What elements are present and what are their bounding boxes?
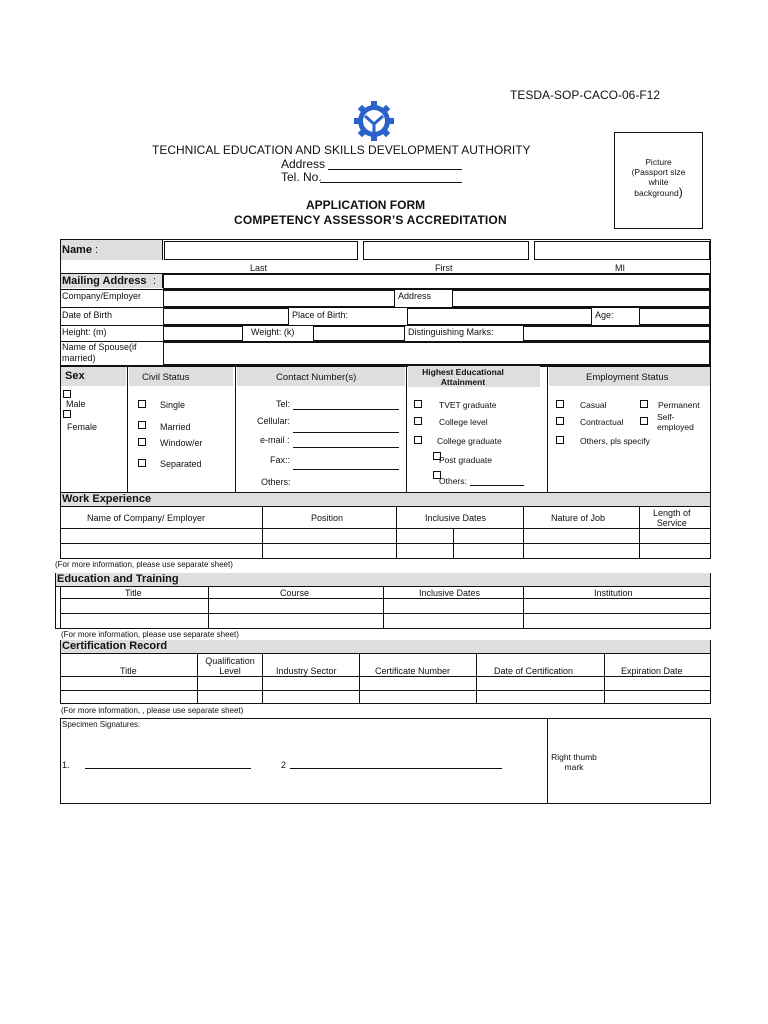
divider [60, 543, 711, 544]
divider [60, 528, 711, 529]
photo-box [614, 132, 703, 229]
work-col-length-2: Service [656, 518, 687, 528]
divider [523, 506, 524, 559]
male-label: Male [66, 399, 86, 409]
employment-header-cell [549, 367, 710, 386]
education-training-header [56, 573, 710, 587]
company-label: Company/Employer [62, 291, 142, 301]
age-field[interactable] [639, 308, 710, 325]
work-col-dates: Inclusive Dates [425, 513, 487, 523]
name-label-cell [61, 240, 163, 260]
tel-field[interactable] [293, 400, 399, 410]
employment-header: Employment Status [586, 372, 669, 383]
signature-2-line[interactable] [290, 758, 502, 769]
divider [604, 653, 605, 704]
female-checkbox[interactable] [63, 410, 71, 418]
mailing-colon: : [153, 275, 157, 287]
spouse-label-2: married) [62, 353, 96, 363]
divider [547, 718, 548, 804]
cert-col-expiration: Expiration Date [621, 666, 683, 676]
others-employment-label: Others, pls specify [580, 436, 650, 446]
divider [383, 586, 384, 629]
last-name-field[interactable] [164, 241, 358, 260]
photo-label-3: white [648, 177, 669, 187]
divider [235, 366, 236, 493]
married-checkbox[interactable] [138, 421, 146, 429]
mailing-label: Mailing Address [62, 275, 147, 287]
education-training-title: Education and Training [57, 573, 179, 585]
first-name-field[interactable] [363, 241, 529, 260]
name-label: Name [62, 244, 92, 256]
contractual-label: Contractual [580, 417, 624, 427]
divider [60, 613, 711, 614]
self-employed-label-2: employed [657, 422, 694, 432]
divider [197, 653, 198, 704]
signature-2-label: 2 [281, 760, 287, 770]
education-header-cell [408, 366, 540, 387]
marks-label: Distinguishing Marks: [408, 327, 494, 337]
work-col-nature: Nature of Job [551, 513, 606, 523]
weight-field[interactable] [313, 326, 405, 341]
certification-note: (For more information, , please use separate sheet) [61, 706, 244, 715]
permanent-label: Permanent [658, 400, 700, 410]
divider [476, 653, 477, 704]
dob-field[interactable] [163, 308, 289, 325]
spouse-field[interactable] [163, 342, 710, 365]
cert-col-number: Certificate Number [375, 666, 451, 676]
cert-col-qualification-2: Level [219, 666, 241, 676]
civil-header-cell [129, 367, 233, 386]
divider [406, 366, 407, 493]
mailing-label-cell [61, 274, 163, 288]
work-col-length [653, 508, 691, 528]
edu-col-title: Title [125, 588, 142, 598]
divider [639, 506, 640, 559]
height-label: Height: (m) [62, 327, 107, 337]
tvet-label: TVET graduate [439, 400, 497, 410]
spouse-label-1: Name of Spouse(if [62, 342, 137, 352]
agency-address-line [328, 157, 462, 170]
married-label: Married [160, 422, 191, 432]
signature-label: Specimen Signatures: [62, 720, 141, 729]
college-level-label: College level [439, 417, 488, 427]
mi-label: MI [615, 263, 625, 273]
pob-field[interactable] [407, 308, 592, 325]
tvet-checkbox[interactable] [414, 400, 422, 408]
email-field[interactable] [293, 438, 399, 448]
self-employed-label-1: Self- [657, 412, 675, 422]
work-col-position: Position [311, 513, 344, 523]
agency-tel-label: Tel. No. [281, 170, 322, 184]
college-level-checkbox[interactable] [414, 417, 422, 425]
weight-label: Weight: (k) [251, 327, 295, 337]
tesda-gear-logo-icon [349, 100, 399, 142]
contact-header: Contact Number(s) [276, 372, 357, 383]
fax-label: Fax:: [270, 455, 291, 465]
college-graduate-checkbox[interactable] [414, 436, 422, 444]
form-title-2: COMPETENCY ASSESSOR’S ACCREDITATION [234, 213, 507, 227]
signature-1-label: 1. [62, 760, 70, 770]
divider [60, 676, 711, 677]
others-employment-checkbox[interactable] [556, 436, 564, 444]
divider [547, 366, 548, 493]
edu-col-course: Course [280, 588, 310, 598]
divider [60, 586, 61, 629]
single-label: Single [160, 400, 186, 410]
tel-label: Tel: [276, 399, 291, 409]
work-experience-title: Work Experience [62, 493, 152, 505]
agency-address-label: Address [281, 157, 326, 171]
edu-col-dates: Inclusive Dates [419, 588, 481, 598]
photo-label-paren: ) [678, 185, 683, 199]
divider [60, 307, 711, 308]
cert-col-qualification-1: Qualification [205, 656, 255, 666]
others-education-label: Others: [439, 476, 467, 486]
address-label: Address [398, 291, 432, 301]
edu-col-institution: Institution [594, 588, 633, 598]
height-field[interactable] [163, 326, 243, 341]
divider [208, 586, 209, 629]
photo-label-1: Picture [645, 157, 672, 167]
education-header-2: Attainment [440, 377, 486, 387]
others-contact-label: Others: [261, 477, 291, 487]
divider [396, 506, 397, 559]
thumb-mark-label-1: Right thumb [551, 752, 597, 762]
company-field[interactable] [163, 290, 395, 307]
photo-label-2: (Passport size [631, 167, 686, 177]
first-label: First [435, 263, 453, 273]
age-label: Age: [595, 310, 614, 320]
last-label: Last [250, 263, 268, 273]
civil-header: Civil Status [142, 372, 190, 383]
thumb-mark-label [551, 752, 597, 772]
divider [60, 598, 711, 599]
widow-label: Window/er [160, 438, 203, 448]
photo-label-4: background [634, 188, 679, 198]
cellular-label: Cellular: [257, 416, 291, 426]
casual-checkbox[interactable] [556, 400, 564, 408]
cert-col-sector: Industry Sector [276, 666, 337, 676]
marks-field[interactable] [523, 326, 710, 341]
widow-checkbox[interactable] [138, 438, 146, 446]
work-col-company: Name of Company/ Employer [87, 513, 206, 523]
signature-1-line[interactable] [85, 758, 251, 769]
contact-header-cell [237, 367, 405, 386]
permanent-checkbox[interactable] [640, 400, 648, 408]
agency-tel-line [320, 170, 462, 183]
male-checkbox[interactable] [63, 390, 71, 398]
form-code: TESDA-SOP-CACO-06-F12 [510, 88, 661, 102]
casual-label: Casual [580, 400, 607, 410]
post-graduate-label: Post graduate [439, 455, 492, 465]
education-note: (For more information, please use separate sheet) [61, 630, 239, 639]
cert-col-qualification [201, 656, 259, 676]
education-header-1: Highest Educational [422, 367, 504, 377]
company-address-field[interactable] [452, 290, 710, 307]
mi-field[interactable] [534, 241, 710, 260]
work-experience-header [61, 493, 710, 507]
work-note: (For more information, please use separate sheet) [55, 560, 233, 569]
divider [127, 366, 128, 493]
email-label: e-mail : [260, 435, 290, 445]
single-checkbox[interactable] [138, 400, 146, 408]
contractual-checkbox[interactable] [556, 417, 564, 425]
work-col-length-1: Length of [653, 508, 691, 518]
thumb-mark-label-2: mark [564, 762, 584, 772]
divider [262, 653, 263, 704]
sex-header-cell [61, 367, 126, 386]
dob-label: Date of Birth [62, 310, 113, 320]
divider [523, 586, 524, 629]
divider [262, 506, 263, 559]
fax-field[interactable] [293, 460, 399, 470]
college-graduate-label: College graduate [437, 436, 502, 446]
certification-title: Certification Record [62, 640, 168, 652]
female-label: Female [67, 422, 98, 432]
cert-col-title: Title [120, 666, 137, 676]
divider [359, 653, 360, 704]
pob-label: Place of Birth: [292, 310, 349, 320]
spouse-label [62, 342, 137, 364]
mailing-address-field[interactable] [163, 274, 710, 289]
form-title-1: APPLICATION FORM [306, 198, 426, 212]
cellular-field[interactable] [293, 423, 399, 433]
sex-header: Sex [65, 370, 85, 382]
separated-label: Separated [160, 459, 202, 469]
cert-col-date: Date of Certification [494, 666, 574, 676]
self-employed-checkbox[interactable] [640, 417, 648, 425]
agency-name: TECHNICAL EDUCATION AND SKILLS DEVELOPMENT AUTHORITY [152, 143, 531, 157]
certification-header [61, 640, 710, 654]
others-education-field[interactable] [470, 476, 524, 486]
name-colon: : [95, 244, 99, 256]
separated-checkbox[interactable] [138, 459, 146, 467]
self-employed-label [657, 412, 694, 432]
divider [60, 690, 711, 691]
